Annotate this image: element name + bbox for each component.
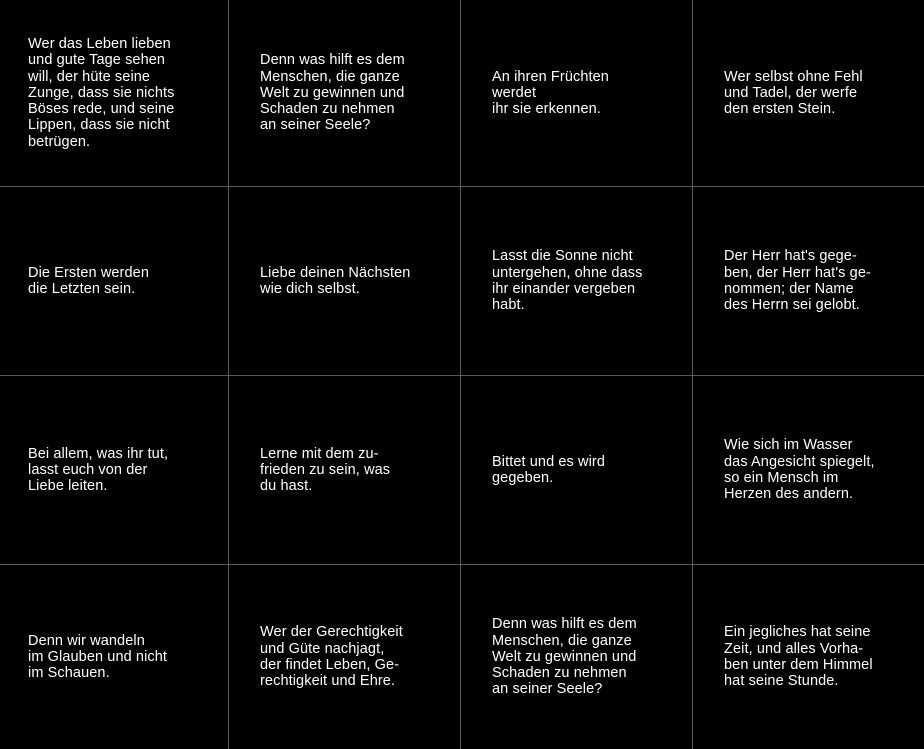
quote-cell xyxy=(461,565,693,749)
quote-cell xyxy=(229,376,461,565)
quote-cell xyxy=(229,0,461,187)
quote-text: Denn was hilft es dem Menschen, die ganze Welt zu gewinnen und Schaden zu nehmen an seiner Seele? xyxy=(260,52,405,134)
quote-text: Lerne mit dem zu- frieden zu sein, was du hast. xyxy=(260,445,391,495)
quote-cell xyxy=(229,565,461,749)
quote-text: Wer das Leben lieben und gute Tage sehen will, der hüte seine Zunge, dass sie nichts Böses rede, und seine Lippen, dass sie nicht betrügen. xyxy=(28,35,175,150)
quote-text: Denn wir wandeln im Glauben und nicht im Schauen. xyxy=(28,632,168,682)
quote-cell xyxy=(693,0,924,187)
quote-cell xyxy=(229,187,461,376)
quote-text: Denn was hilft es dem Menschen, die ganze Welt zu gewinnen und Schaden zu nehmen an seiner Seele? xyxy=(492,616,637,698)
quote-text: Ein jegliches hat seine Zeit, und alles Vorha- ben unter dem Himmel hat seine Stunde. xyxy=(724,624,873,690)
quote-text: Lasst die Sonne nicht untergehen, ohne dass ihr einander vergeben habt. xyxy=(492,248,643,314)
quote-cell xyxy=(0,565,229,749)
quote-text: Wie sich im Wasser das Angesicht spiegelt, so ein Mensch im Herzen des andern. xyxy=(724,437,875,503)
quote-text: Die Ersten werden die Letzten sein. xyxy=(28,264,149,297)
quote-text: Wer der Gerechtigkeit und Güte nachjagt, der findet Leben, Ge- rechtigkeit und Ehre. xyxy=(260,624,403,690)
quote-text: An ihren Früchten werdet ihr sie erkennen. xyxy=(492,68,609,118)
quote-cell xyxy=(0,376,229,565)
quote-text: Der Herr hat's gege- ben, der Herr hat's ge- nommen; der Name des Herrn sei gelobt. xyxy=(724,248,871,314)
quote-cell xyxy=(461,376,693,565)
quote-text: Wer selbst ohne Fehl und Tadel, der werfe den ersten Stein. xyxy=(724,68,863,118)
quote-text: Liebe deinen Nächsten wie dich selbst. xyxy=(260,264,411,297)
quote-cell xyxy=(693,565,924,749)
quote-cell xyxy=(0,0,229,187)
quote-cell xyxy=(461,0,693,187)
quote-cell xyxy=(461,187,693,376)
quote-cell xyxy=(693,376,924,565)
quote-text: Bei allem, was ihr tut, lasst euch von der Liebe leiten. xyxy=(28,445,169,495)
quote-cell xyxy=(693,187,924,376)
quote-text: Bittet und es wird gegeben. xyxy=(492,453,606,486)
quote-cell xyxy=(0,187,229,376)
